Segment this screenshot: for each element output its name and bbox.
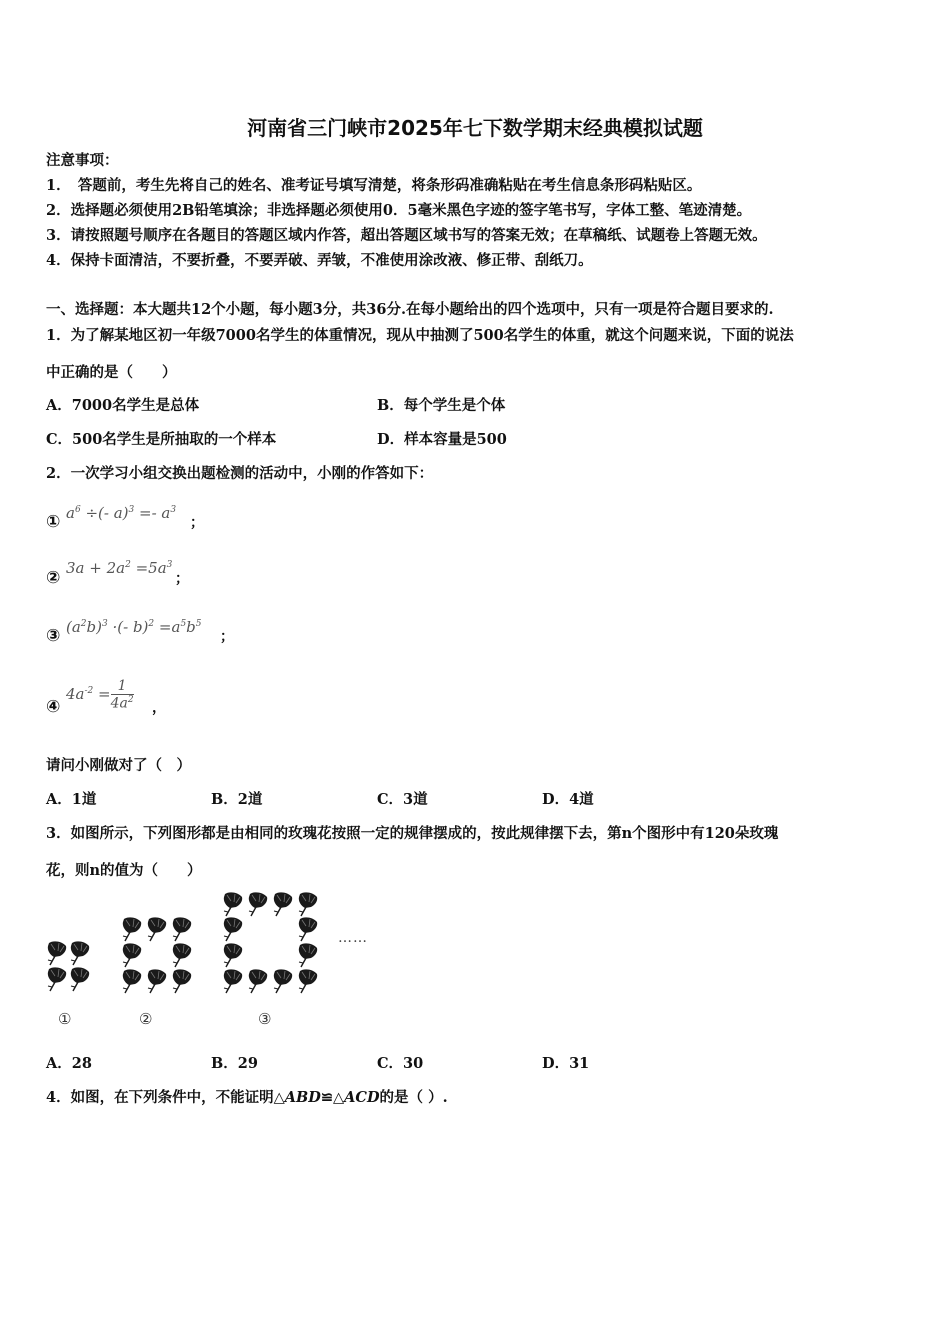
formula-2: $3a + 2a^2 =5a^3$	[66, 559, 173, 577]
q4-stem	[46, 1088, 448, 1108]
rose-figure-1	[48, 941, 89, 991]
q3-option-c: C．30	[377, 1055, 424, 1072]
formula-3: $(a^2b)^3$ ·(- $b)^2 =a^5b^5$	[66, 618, 202, 636]
item-marker-1: ①	[46, 512, 61, 532]
semicolon-2: ；	[175, 571, 189, 587]
semicolon-4: ，	[152, 700, 166, 716]
formula-1: $a^6$ ÷(- $a)^3 =- a^3$	[66, 504, 177, 522]
figure-label-3: ③	[258, 1010, 272, 1028]
q2-question: 请问小刚做对了（ ）	[46, 757, 191, 774]
page-title: 河南省三门峡市2025年七下数学期末经典模拟试题	[247, 116, 703, 140]
notice-item-4: 4．保持卡面清洁，不要折叠，不要弄破、弄皱，不准使用涂改液、修正带、刮纸刀。	[46, 252, 593, 269]
q1-option-c: C．500名学生是所抽取的一个样本	[46, 431, 277, 448]
q1-option-a: A．7000名学生是总体	[46, 397, 200, 414]
q3-stem-line2: 花，则n的值为（ ）	[46, 862, 202, 879]
q4-stem-prefix: 4．如图，在下列条件中，不能证明△	[46, 1089, 285, 1106]
q4-stem-suffix: 的是（ ）.	[379, 1089, 448, 1106]
q1-option-d: D．样本容量是500	[377, 431, 507, 448]
q3-option-d: D．31	[542, 1055, 590, 1072]
notice-item-2: 2．选择题必须使用2B铅笔填涂；非选择题必须使用0．5毫米黑色字迹的签字笔书写，字体工整、笔迹清楚。	[46, 202, 752, 219]
q2-option-d: D．4道	[542, 791, 594, 808]
q2-option-a: A．1道	[46, 791, 97, 808]
semicolon-1: ；	[190, 515, 204, 531]
q1-stem-line1: 1．为了解某地区初一年级7000名学生的体重情况，现从中抽测了500名学生的体重，就这个问题来说，下面的说法	[46, 327, 794, 344]
q4-congruent-sign: ≌△	[320, 1089, 345, 1106]
q3-option-b: B．29	[211, 1055, 258, 1072]
notice-heading: 注意事项：	[46, 152, 119, 169]
q1-option-b: B．每个学生是个体	[377, 397, 506, 414]
q2-option-c: C．3道	[377, 791, 428, 808]
q4-triangle-acd: ACD	[344, 1089, 380, 1106]
q1-stem-line2: 中正确的是（ ）	[46, 364, 177, 381]
item-marker-2: ②	[46, 568, 61, 588]
notice-item-1: 1． 答题前，考生先将自己的姓名、准考证号填写清楚，将条形码准确粘贴在考生信息条形码粘贴区。	[46, 177, 702, 194]
figure-label-1: ①	[58, 1010, 72, 1028]
figure-label-2: ②	[139, 1010, 153, 1028]
item-marker-4: ④	[46, 697, 61, 717]
section-heading: 一、选择题：本大题共12个小题，每小题3分，共36分.在每小题给出的四个选项中，只有一项是符合题目要求的.	[46, 301, 774, 318]
q2-stem: 2．一次学习小组交换出题检测的活动中，小刚的作答如下：	[46, 465, 434, 482]
q4-triangle-abd: ABD	[284, 1089, 321, 1106]
ellipsis: ……	[338, 930, 368, 946]
q3-stem-line1: 3．如图所示，下列图形都是由相同的玫瑰花按照一定的规律摆成的，按此规律摆下去，第n个图形中有120朵玫瑰	[46, 825, 779, 842]
q3-option-a: A．28	[46, 1055, 92, 1072]
formula-4: $4a^{-2}$ = $\frac{1}{4a^2}$	[66, 678, 134, 712]
item-marker-3: ③	[46, 626, 61, 646]
rose-figure-3	[224, 892, 317, 993]
q2-option-b: B．2道	[211, 791, 263, 808]
rose-figure-2	[123, 917, 191, 993]
notice-item-3: 3．请按照题号顺序在各题目的答题区域内作答，超出答题区域书写的答案无效；在草稿纸、试题卷上答题无效。	[46, 227, 767, 244]
semicolon-3: ；	[220, 629, 234, 645]
